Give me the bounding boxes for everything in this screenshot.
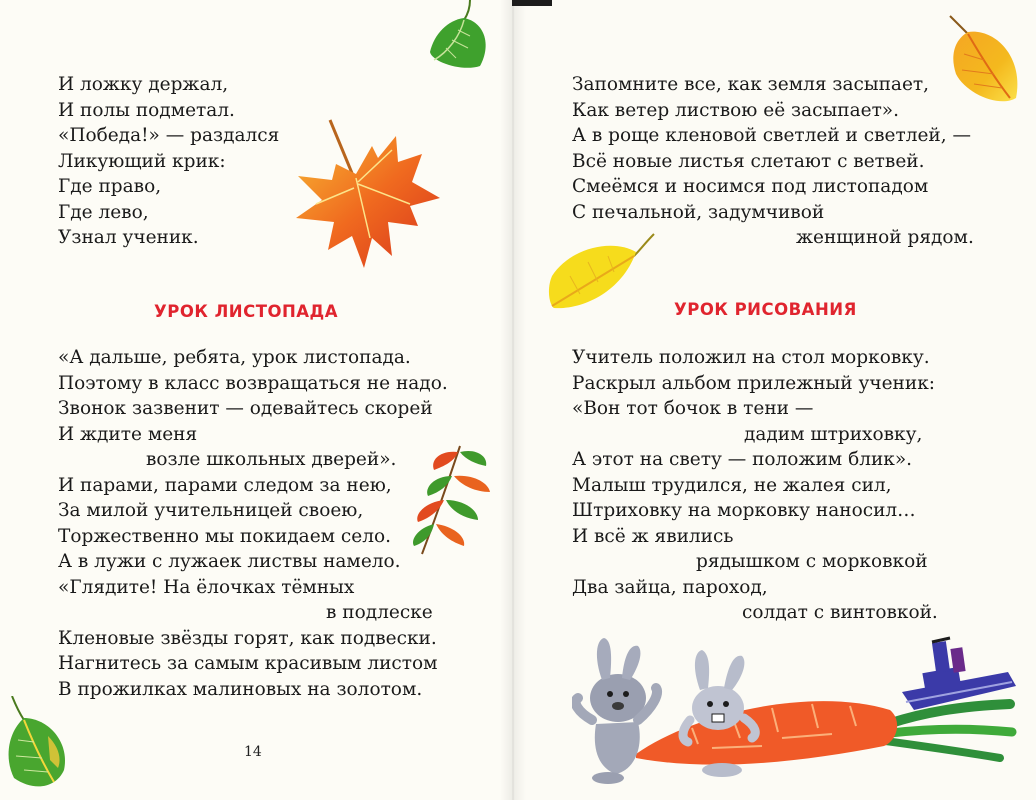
poem-line: Узнал ученик. <box>58 227 199 248</box>
poem-line: И ложку держал, <box>58 74 229 95</box>
poem-line: А в лужи с лужаек листвы намело. <box>58 551 401 572</box>
poem-line: И полы подметал. <box>58 99 235 121</box>
left-page <box>0 0 512 800</box>
poem-line: А этот на свету — положим блик». <box>572 449 913 470</box>
rabbits-carrot-steamboat-illustration <box>572 628 1032 794</box>
page-number: 14 <box>244 744 262 760</box>
poem-line: Смеёмся и носимся под листопадом <box>572 176 929 197</box>
poem-top-left <box>58 72 279 251</box>
poem-line: Ликующий крик: <box>58 150 226 172</box>
poem-line: В прожилках малиновых на золотом. <box>58 678 423 700</box>
poem-line: женщиной рядом. <box>796 227 974 248</box>
poem-line: «А дальше, ребята, урок листопада. <box>58 347 411 368</box>
rowan-branch-icon <box>404 442 500 558</box>
poem-line: А в роще кленовой светлей и светлей, — <box>572 125 972 146</box>
leaf-icon <box>944 14 1026 110</box>
poem-line: в подлеске <box>326 602 433 623</box>
poem-line: Штриховку на морковку наносил… <box>572 500 916 521</box>
right-page <box>512 0 1036 800</box>
scan-edge <box>512 0 552 6</box>
poem-line: Учитель положил на стол морковку. <box>572 347 930 368</box>
poem-line: За милой учительницей своею, <box>58 500 364 521</box>
leaf-icon <box>4 696 74 792</box>
poem-line: Два зайца, пароход, <box>572 576 768 598</box>
poem-line: Где право, <box>58 176 162 197</box>
poem-line: возле школьных дверей». <box>146 449 397 470</box>
poem-line: «Победа!» — раздался <box>58 125 280 146</box>
book-gutter <box>500 0 526 800</box>
poem-line: Торжественно мы покидаем село. <box>58 525 391 547</box>
poem-line: И всё ж явились <box>572 525 734 547</box>
poem-line: солдат с винтовкой. <box>742 602 938 623</box>
poem-line: И парами, парами следом за нею, <box>58 474 392 496</box>
poem-line: Малыш трудился, не жалея сил, <box>572 474 892 496</box>
poem-top-right <box>572 72 980 251</box>
poem-line: Запомните все, как земля засыпает, <box>572 74 930 95</box>
section-heading-leaf-fall: УРОК ЛИСТОПАДА <box>154 302 339 321</box>
poem-line: Поэтому в класс возвращаться не надо. <box>58 372 448 394</box>
poem-line: дадим штриховку, <box>744 423 923 445</box>
poem-line: «Глядите! На ёлочках тёмных <box>58 576 355 598</box>
leaf-icon <box>426 0 492 72</box>
poem-line: И ждите меня <box>58 423 198 445</box>
poem-main-right <box>572 345 952 626</box>
maple-leaf-icon <box>292 118 444 274</box>
poem-line: «Вон тот бочок в тени — <box>572 398 814 419</box>
poem-line: Раскрыл альбом прилежный ученик: <box>572 372 936 394</box>
poem-line: Нагнитесь за самым красивым листом <box>58 653 438 674</box>
poem-line: рядышком с морковкой <box>696 551 928 572</box>
poem-line: Как ветер листвою её засыпает». <box>572 99 900 121</box>
poem-line: Всё новые листья слетают с ветвей. <box>572 150 925 172</box>
poem-main-left <box>58 345 458 702</box>
section-heading-drawing: УРОК РИСОВАНИЯ <box>674 300 857 319</box>
leaf-icon <box>542 232 658 312</box>
poem-line: Кленовые звёзды горят, как подвески. <box>58 627 437 649</box>
poem-line: С печальной, задумчивой <box>572 201 825 223</box>
poem-line: Где лево, <box>58 201 149 223</box>
poem-line: Звонок зазвенит — одевайтесь скорей <box>58 398 433 419</box>
